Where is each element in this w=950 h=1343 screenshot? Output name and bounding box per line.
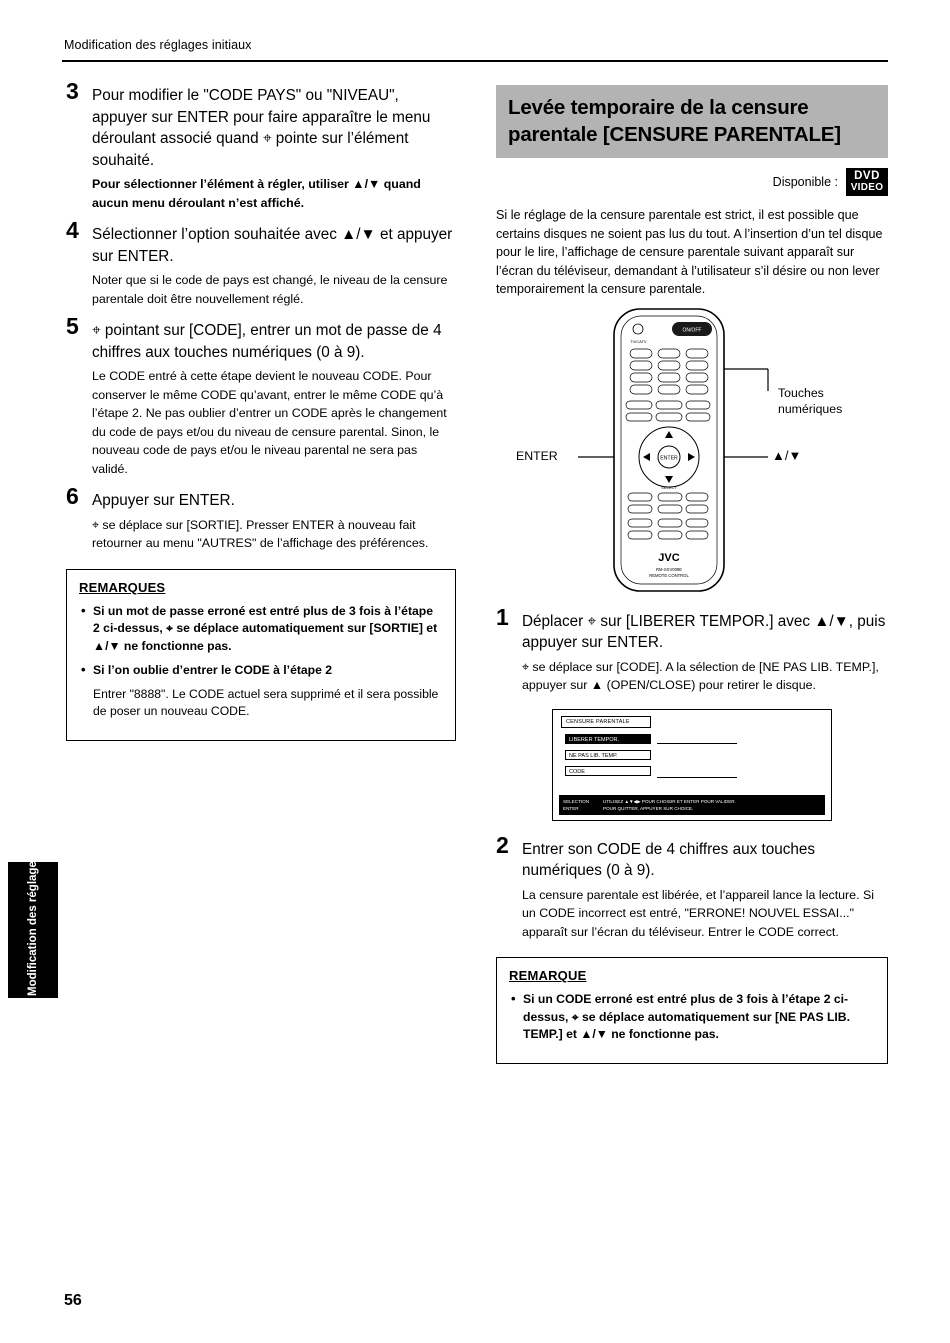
osd-footer-text-2: POUR QUITTER, APPUYER SUR CHOICE. (603, 805, 694, 811)
osd-item-code[interactable] (565, 766, 651, 776)
remarks-item (509, 991, 875, 1044)
dvd-logo-line2: VIDEO (850, 181, 884, 193)
remarks-title-left: REMARQUES (79, 579, 166, 595)
section-heading-band (496, 85, 888, 158)
step-r1-lead: Déplacer ⌖ sur [LIBERER TEMPOR.] avec ▲/▼, puis appuyer sur ENTER. (522, 612, 886, 651)
step-6-sub: ⌖ se déplace sur [SORTIE]. Presser ENTER à nouveau fait retourner au menu "AUTRES" de l’affichage des préférences. (92, 517, 429, 550)
remarks-list-left (79, 603, 443, 721)
step-5 (66, 313, 456, 478)
right-column (496, 85, 888, 1064)
step-3-lead: Pour modifier le "CODE PAYS" ou "NIVEAU", appuyer sur ENTER pour faire apparaître le menu déroulant associé quand ⌖ pointe sur l’élément souhaité. (92, 87, 431, 169)
availability-row (496, 168, 888, 196)
remarks-item (79, 603, 443, 656)
osd-footer (559, 795, 825, 815)
osd-footer-text-1: UTILISEZ ▲▼◀▶ POUR CHOISIR ET ENTER POUR VALIDER. (603, 798, 736, 804)
osd-screen (552, 709, 832, 821)
step-4 (66, 217, 456, 308)
remarks-box-right (496, 957, 888, 1064)
step-r2 (496, 831, 888, 942)
osd-footer-texts (603, 798, 736, 812)
dvd-video-logo-icon (846, 168, 888, 196)
left-column (66, 78, 456, 741)
svg-text:SELECT: SELECT (661, 484, 677, 490)
osd-item-label: LIBERER TEMPOR. (569, 736, 620, 743)
remarks-item-text: Si l’on oublie d’entrer le CODE à l’étape 2 (93, 663, 333, 677)
osd-value-code (657, 768, 737, 778)
remarks-item-text: Si un mot de passe erroné est entré plus de 3 fois à l’étape 2 ci-dessus, ⌖ se déplace automatiquement sur [SORTIE] et ▲/▼ ne fonctionne pas. (93, 603, 438, 653)
remarks-item-text: Si un CODE erroné est entré plus de 3 fois à l’étape 2 ci-dessus, ⌖ se déplace automatiquement sur [NE PAS LIB. TEMP.] et ▲/▼ ne fonctionne pas. (523, 992, 850, 1041)
remarks-list-right (509, 991, 875, 1044)
step-4-lead: Sélectionner l’option souhaitée avec ▲/▼ et appuyer sur ENTER. (92, 226, 453, 265)
step-r1-sub: ⌖ se déplace sur [CODE]. A la sélection de [NE PAS LIB. TEMP.], appuyer sur ▲ (OPEN/CLOSE) pour retirer le disque. (522, 659, 879, 692)
remarks-item-subtext: Entrer "8888". Le CODE actuel sera supprimé et il sera possible de poser un nouveau CODE. (93, 686, 439, 718)
section-heading: Levée temporaire de la censure parentale [CENSURE PARENTALE] (508, 96, 841, 146)
callout-enter: ENTER (516, 448, 558, 463)
section-intro: Si le réglage de la censure parentale est strict, il est possible que certains disques ne soient pas lus du tout. A l’insertion d’un tel disque pour le lire, l’affichage de censure parentale suivant apparaît sur l’écran du téléviseur, demandant à l’utilisateur s’il désire ou non lever temporairement la censure parentale. (496, 208, 883, 296)
svg-text:ENTER: ENTER (660, 455, 678, 461)
osd-title: CENSURE PARENTALE (561, 716, 651, 728)
step-6-lead: Appuyer sur ENTER. (92, 492, 235, 509)
remarks-title-right: REMARQUE (509, 968, 587, 983)
side-chapter-tab (8, 811, 58, 998)
step-6 (66, 483, 456, 553)
running-title: Modification des réglages initiaux (64, 38, 252, 52)
step-4-number: 4 (66, 217, 79, 243)
svg-text:RM-SXV009E: RM-SXV009E (655, 566, 683, 572)
step-3-number: 3 (66, 78, 79, 104)
remarks-box-left (66, 569, 456, 741)
svg-text:ON/OFF: ON/OFF (682, 327, 702, 333)
step-r1-number: 1 (496, 603, 509, 630)
step-4-sub: Noter que si le code de pays est changé, le niveau de la censure parentale doit être nouvellement réglé. (92, 273, 448, 306)
step-r2-sub: La censure parentale est libérée, et l’appareil lance la lecture. Si un CODE incorrect est entré, "ERRONE! NOUVEL ESSAI..." apparaît sur l’écran du téléviseur. Entrer le CODE correct. (522, 887, 874, 939)
osd-item-label: NE PAS LIB. TEMP. (569, 752, 618, 759)
callout-up-down: ▲/▼ (772, 447, 802, 463)
osd-item-liberer-tempor[interactable] (565, 734, 651, 744)
step-r2-number: 2 (496, 831, 509, 858)
remarks-item (79, 662, 443, 721)
osd-footer-key-enter: ENTER (563, 805, 579, 811)
osd-item-label: CODE (569, 768, 585, 775)
remote-illustration (496, 305, 888, 605)
availability-label: Disponible : (772, 175, 838, 189)
svg-text:JVC: JVC (658, 551, 680, 564)
side-chapter-tab-label: Modification des réglages initiaux (27, 811, 39, 996)
step-3 (66, 78, 456, 212)
header-divider (62, 60, 888, 62)
osd-footer-keys (563, 798, 597, 812)
step-6-number: 6 (66, 483, 79, 509)
osd-value-liberer (657, 734, 737, 744)
svg-text:TV/CATV: TV/CATV (630, 338, 647, 344)
svg-text:REMOTE CONTROL: REMOTE CONTROL (649, 572, 689, 578)
dvd-logo-line1: DVD (854, 170, 880, 182)
page-number: 56 (64, 1292, 82, 1309)
step-5-number: 5 (66, 313, 79, 339)
callout-numeric-keys: Touches numériques (778, 385, 843, 416)
step-5-sub: Le CODE entré à cette étape devient le nouveau CODE. Pour conserver le même CODE qu’avant, entrer le même CODE qu’à l’étape 2. Ne pas oublier d’entrer un CODE après le changement du code de pays et/ou du niveau de censure parental. Sinon, le nouveau code de pays et/ou le niveau parental ne sera pas validé. (92, 369, 447, 476)
step-r1 (496, 603, 888, 695)
osd-footer-key-selection: SELECTION (563, 798, 590, 804)
osd-item-ne-pas-lib-temp[interactable] (565, 750, 651, 760)
step-5-lead: ⌖ pointant sur [CODE], entrer un mot de passe de 4 chiffres aux touches numériques (0 à 9). (92, 322, 442, 361)
step-r2-lead: Entrer son CODE de 4 chiffres aux touches numériques (0 à 9). (522, 840, 816, 879)
step-3-sub: Pour sélectionner l’élément à régler, utiliser ▲/▼ quand aucun menu déroulant n’est affiché. (92, 177, 421, 210)
